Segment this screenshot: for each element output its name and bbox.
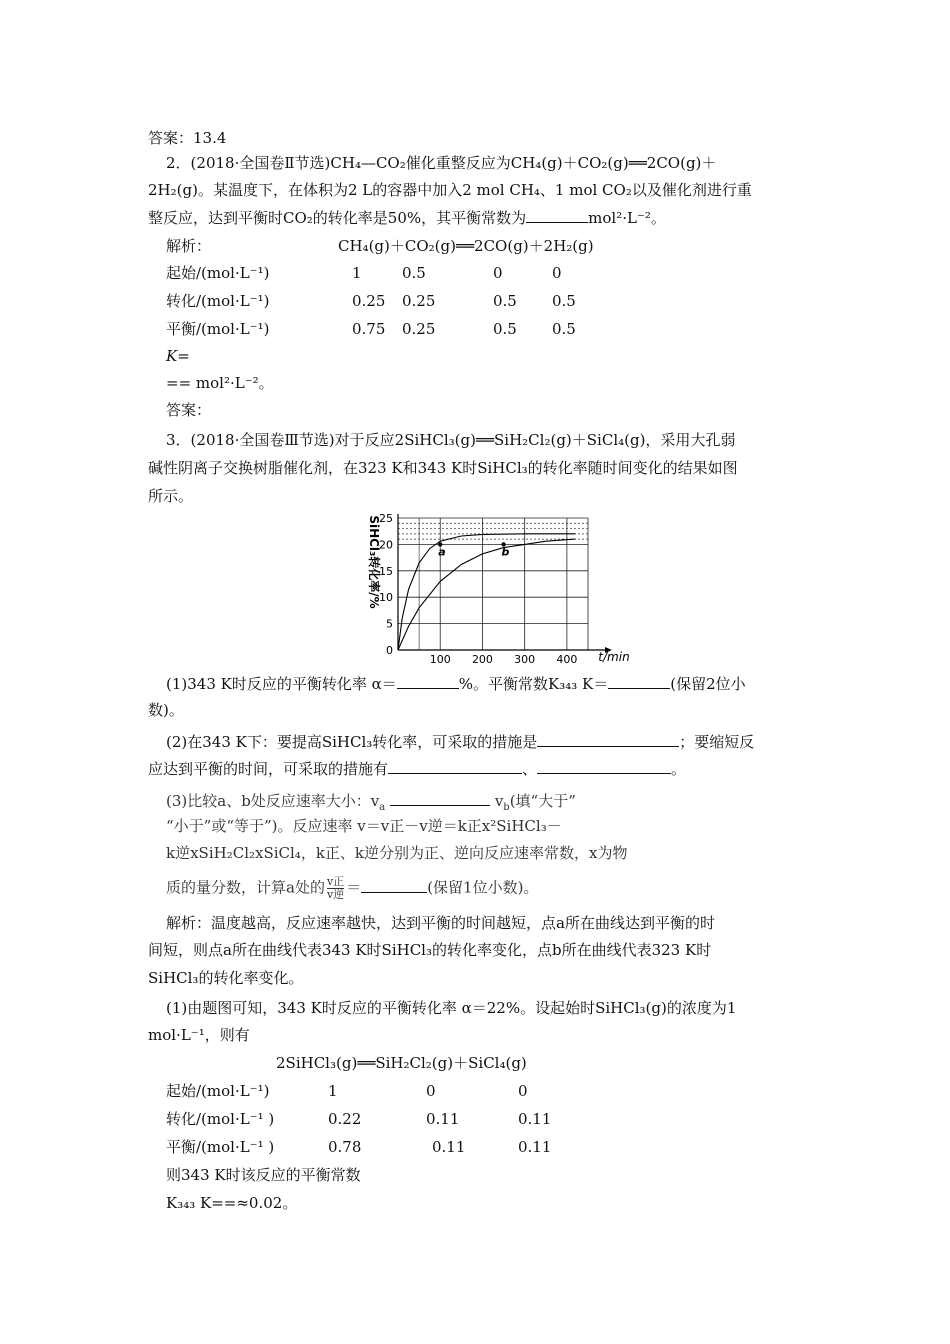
q3-k-intro: 则343 K时该反应的平衡常数 (166, 1166, 361, 1184)
q2-cell: 0.5 (552, 320, 576, 338)
q2-cell: 0.5 (493, 292, 517, 310)
q3-part-1 (166, 673, 746, 694)
q2-analysis-label: 解析： (166, 237, 212, 255)
q2-line-3-unit: mol²·L⁻²。 (588, 209, 666, 227)
y-tick-label: 0 (386, 644, 393, 657)
q3-line-1: 3．(2018·全国卷Ⅲ节选)对于反应2SiHCl₃(g)══SiH₂Cl₂(g)＋SiCl₄(g)，采用大孔弱 (166, 431, 736, 449)
q3-row-label: 平衡/(mol·L⁻¹ ) (166, 1138, 275, 1156)
q2-cell: 0.5 (552, 292, 576, 310)
rate-fraction-den: v逆 (326, 888, 345, 901)
chart-series (398, 534, 575, 650)
y-tick-label: 10 (379, 591, 393, 605)
q2-k-result: == mol²·L⁻²。 (166, 374, 274, 392)
point-label-b: b (501, 545, 510, 559)
chart-axes (398, 514, 612, 653)
q3-part-2-end: 。 (671, 760, 687, 778)
vb-sub: b (503, 802, 510, 813)
q3-part-3-line-2: “小于”或“等于”)。反应速率 v＝v正－v逆＝k正x²SiHCl₃－ (166, 817, 562, 835)
q2-k-line: K= (166, 347, 190, 365)
q2-answer: 答案： (166, 401, 212, 419)
q3-part-1-tail: (保留2位小 (670, 675, 746, 693)
q2-cell: 0 (493, 264, 503, 282)
q2-cell: 0 (552, 264, 562, 282)
vb-text: v (494, 792, 504, 810)
y-tick-label: 20 (379, 538, 393, 552)
q3-equation: 2SiHCl₃(g)══SiH₂Cl₂(g)＋SiCl₄(g) (276, 1054, 527, 1072)
q3-line-3: 所示。 (148, 487, 194, 505)
q3-analysis-2: 间短，则点a所在曲线代表343 K时SiHCl₃的转化率变化，点b所在曲线代表323 K时 (148, 941, 712, 959)
q3-part-3-fill: (填“大于” (509, 792, 576, 810)
q2-row-label: 平衡/(mol·L⁻¹) (166, 320, 270, 338)
q3-line-2: 碱性阴离子交换树脂催化剂，在323 K和343 K时SiHCl₃的转化率随时间变化的结果如图 (148, 459, 738, 477)
q3-solution-2: mol·L⁻¹，则有 (148, 1026, 250, 1044)
q3-part-1-k: %。平衡常数K₃₄₃ K＝ (458, 675, 609, 693)
q3-part-1-text: (1)343 K时反应的平衡转化率 α＝ (166, 675, 397, 693)
series-line-343k (398, 534, 575, 650)
q3-part-2 (166, 731, 754, 752)
chart-y-label: SiHCl₃转化率/% (367, 515, 381, 609)
q2-line-2: 2H₂(g)。某温度下，在体积为2 L的容器中加入2 mol CH₄、1 mol CO₂以及催化剂进行重 (148, 181, 752, 199)
q3-part-1-cont: 数)。 (148, 701, 184, 719)
q2-cell: 0.25 (352, 292, 386, 310)
q3-cell: 0.11 (518, 1110, 552, 1128)
k-answer-blank[interactable] (608, 673, 670, 689)
measure-blank[interactable] (537, 731, 679, 747)
alpha-answer-blank[interactable] (397, 673, 459, 689)
rate-fraction-num: v正 (326, 875, 345, 888)
compare-blank[interactable] (390, 790, 490, 806)
q3-part-2-cont (148, 758, 686, 779)
q3-part-3-line-1 (166, 790, 576, 818)
q3-part-3-eq: ＝ (346, 878, 362, 897)
x-tick-label: 100 (429, 653, 451, 666)
q3-cell: 0.22 (328, 1110, 362, 1128)
chart-x-label: t/min (598, 650, 630, 664)
q3-part-2-cont-text: 应达到平衡的时间，可采取的措施有 (148, 760, 389, 778)
q3-cell: 0.11 (426, 1110, 460, 1128)
x-tick-label: 200 (471, 653, 493, 666)
rate-fraction (327, 876, 344, 901)
chart-grid (398, 518, 588, 650)
answer-1: 答案：13.4 (148, 129, 227, 147)
q3-part-3-line-3: k逆xSiH₂Cl₂xSiCl₄，k正、k逆分别为正、逆向反应速率常数，x为物 (166, 844, 628, 862)
x-tick-label: 300 (514, 653, 536, 666)
measure-blank-3[interactable] (537, 758, 671, 774)
q3-solution-1: (1)由题图可知，343 K时反应的平衡转化率 α＝22%。设起始时SiHCl₃(g)的浓度为1 (166, 999, 737, 1017)
q2-cell: 0.25 (402, 320, 436, 338)
q2-line-3-text: 整反应，达到平衡时CO₂的转化率是50%，其平衡常数为 (148, 209, 527, 227)
q2-cell: 0.25 (402, 292, 436, 310)
point-label-a: a (438, 545, 446, 559)
q3-row-label: 转化/(mol·L⁻¹ ) (166, 1110, 275, 1128)
q2-line-3 (148, 207, 666, 228)
q2-row-label: 起始/(mol·L⁻¹) (166, 264, 270, 282)
q2-cell: 0.5 (493, 320, 517, 338)
q3-analysis-3: SiHCl₃的转化率变化。 (148, 969, 304, 987)
q3-part-2-sep: 、 (522, 760, 538, 778)
q3-analysis-1: 解析：温度越高，反应速率越快，达到平衡的时间越短，点a所在曲线达到平衡的时 (166, 914, 715, 932)
va-sub: a (379, 802, 386, 813)
q3-part-2-text: (2)在343 K下：要提高SiHCl₃转化率，可采取的措施是 (166, 733, 538, 751)
ratio-blank[interactable] (361, 877, 427, 893)
q3-cell: 0.78 (328, 1138, 362, 1156)
q3-cell: 0.11 (432, 1138, 466, 1156)
q3-part-3-line-4-text: 质的量分数，计算a处的 (166, 878, 325, 897)
q2-row-label: 转化/(mol·L⁻¹) (166, 292, 270, 310)
q3-part-3-tail: (保留1位小数)。 (427, 878, 539, 897)
q2-equation: CH₄(g)＋CO₂(g)══2CO(g)＋2H₂(g) (338, 237, 594, 255)
q2-cell: 1 (352, 264, 362, 282)
q2-answer-blank[interactable] (526, 207, 588, 223)
q2-cell: 0.5 (402, 264, 426, 282)
q2-cell: 0.75 (352, 320, 386, 338)
conversion-chart (352, 510, 632, 670)
q3-cell: 0 (426, 1082, 436, 1100)
q3-cell: 0 (518, 1082, 528, 1100)
q3-k-final: K₃₄₃ K==≈0.02。 (166, 1194, 298, 1212)
y-tick-label: 15 (379, 564, 393, 578)
chart-dashed-levels (398, 523, 588, 539)
q3-part-3-text: (3)比较a、b处反应速率大小：v (166, 792, 380, 810)
q3-cell: 0.11 (518, 1138, 552, 1156)
x-tick-label: 400 (556, 653, 578, 666)
q3-part-2-tail: ；要缩短反 (679, 733, 755, 751)
q3-cell: 1 (328, 1082, 338, 1100)
y-tick-label: 5 (386, 617, 393, 631)
q3-row-label: 起始/(mol·L⁻¹) (166, 1082, 270, 1100)
q3-part-3-line-4 (166, 876, 538, 901)
measure-blank-2[interactable] (388, 758, 522, 774)
y-tick-label: 25 (379, 512, 393, 525)
q2-line-1: 2．(2018·全国卷Ⅱ节选)CH₄—CO₂催化重整反应为CH₄(g)＋CO₂(g)══2CO(g)＋ (166, 154, 717, 172)
